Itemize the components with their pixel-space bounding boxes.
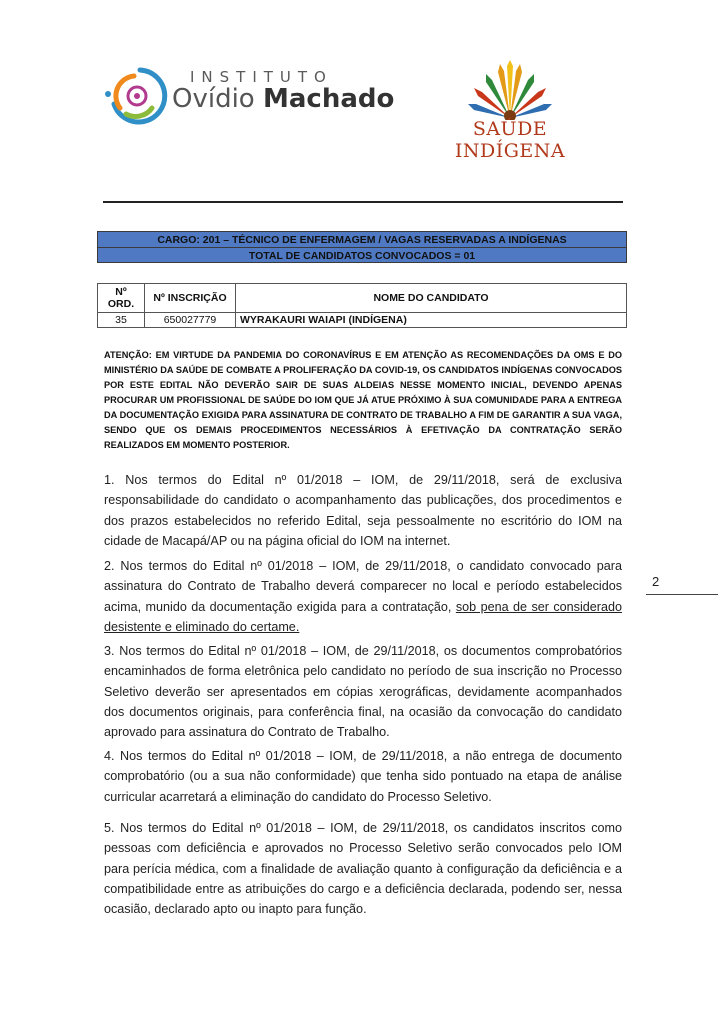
paragraph-4: 4. Nos termos do Edital nº 01/2018 – IOM, de 29/11/2018, a não entrega de documento comprobatório (ou a sua não conformidade) que tenha sido pontuado na etapa de análise curricular acarretará a eliminação do candidato do Processo Seletivo. [104, 749, 622, 804]
cargo-header-box [97, 231, 627, 263]
saude-indigena-text: SAÚDE INDÍGENA [454, 118, 566, 162]
column-header-inscricao: Nº INSCRIÇÃO [145, 284, 236, 313]
paragraph-1: 1. Nos termos do Edital nº 01/2018 – IOM, de 29/11/2018, será de exclusiva responsabilidade do candidato o acompanhamento das publicações, dos procedimentos e dos prazos estabelecidos no referido Edital, seja pessoalmente no escritório do IOM na cidade de Macapá/AP ou na página oficial do IOM na internet. [104, 473, 622, 548]
total-convocados: TOTAL DE CANDIDATOS CONVOCADOS = 01 [248, 250, 476, 262]
attention-notice: ATENÇÃO: EM VIRTUDE DA PANDEMIA DO CORONAVÍRUS E EM ATENÇÃO AS RECOMENDAÇÕES DA OMS E DO MINISTÉRIO DA SAÚDE DE COMBATE A PROLIFERAÇÃO DA COVID-19, OS CANDIDATOS INDÍGENAS CONVOCADOS POR ESTE EDITAL NÃO DEVERÃO SAIR DE SUAS ALDEIAS NESSE MOMENTO INICIAL, DEVENDO APENAS PROCURAR UM PROFISSIONAL DE SAÚDE DO IOM QUE JÁ ATUE PRÓXIMO À SUA COMUNIDADE PARA A ENTREGA DA DOCUMENTAÇÃO EXIGIDA PARA ASSINATURA DE CONTRATO DE TRABALHO A FIM DE GARANTIR A SUA VAGA, SENDO QUE OS DEMAIS PROCEDIMENTOS NECESSÁRIOS À EFETIVAÇÃO DA CONTRATAÇÃO SERÃO REALIZADOS EM MOMENTO POSTERIOR. [104, 350, 622, 450]
logo-name-light: Ovídio [172, 84, 255, 114]
paragraph-3: 3. Nos termos do Edital nº 01/2018 – IOM, de 29/11/2018, os documentos comprobatórios encaminhados de forma eletrônica pelo candidato no período de sua inscrição no Processo Seletivo deverão ser apresentados em cópias xerográficas, devidamente acompanhados dos documentos originais, para conferência final, na ocasião da convocação do candidato aprovado para assinatura do Contrato de Trabalho. [104, 644, 622, 740]
logo-name-text [172, 84, 394, 114]
table-header-row [98, 284, 627, 313]
saude-indigena-logo [430, 58, 590, 162]
cargo-title: CARGO: 201 – TÉCNICO DE ENFERMAGEM / VAGAS RESERVADAS A INDÍGENAS [157, 234, 567, 246]
paragraph-2 [104, 556, 622, 637]
cargo-box-divider [98, 247, 626, 248]
cell-inscricao: 650027779 [145, 313, 236, 328]
logo-instituto-text: INSTITUTO [190, 68, 333, 86]
instituto-ovidio-machado-logo [104, 64, 395, 128]
iom-logo-mark-icon [104, 64, 168, 128]
paragraph-2-text: 2. Nos termos do Edital nº 01/2018 – IOM, de 29/11/2018, o candidato convocado para assinatura do Contrato de Trabalho deverá comparecer no local e período estabelecidos acima, munido da documentação exigida para a contratação, [104, 559, 622, 614]
paragraph-2-underlined: sob pena de ser considerado desistente e eliminado do certame. [104, 599, 622, 634]
header-divider [103, 201, 623, 203]
logo-name-bold: Machado [262, 84, 395, 114]
feather-headdress-icon [430, 58, 590, 120]
column-header-nome: NOME DO CANDIDATO [236, 284, 627, 313]
paragraph-5: 5. Nos termos do Edital nº 01/2018 – IOM, de 29/11/2018, os candidatos inscritos como pessoas com deficiência e aprovados no Processo Seletivo serão convocados pelo IOM para perícia médica, com a finalidade de avaliação quanto à configuração da deficiência e a compatibilidade entre as atribuições do cargo e a deficiência declarada, podendo ser, nessa ocasião, declarado apto ou inapto para função. [104, 821, 622, 917]
table-row [98, 313, 627, 328]
column-header-ord: Nº ORD. [98, 284, 145, 313]
candidates-table [97, 283, 627, 328]
page-number-rule [646, 594, 718, 595]
page-number: 2 [652, 574, 660, 589]
cell-ord: 35 [98, 313, 145, 328]
cell-nome: WYRAKAURI WAIAPI (INDÍGENA) [236, 313, 627, 328]
